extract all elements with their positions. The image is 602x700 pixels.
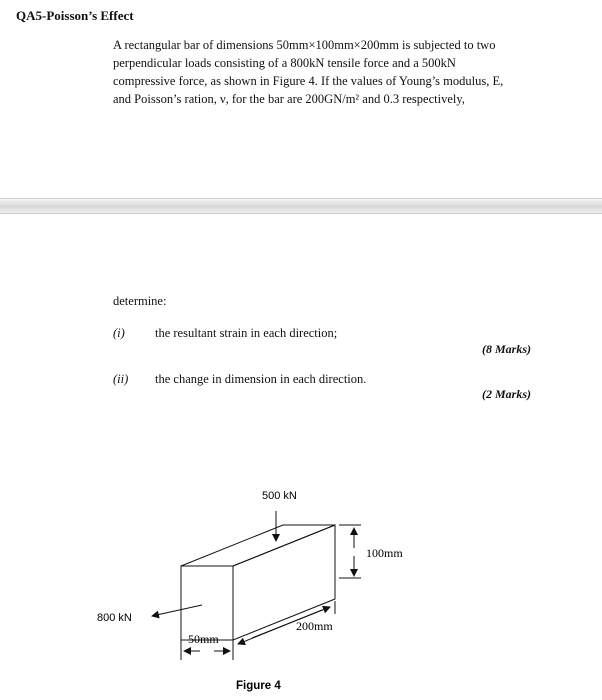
bar-top-face — [181, 525, 335, 566]
question-heading: QA5-Poisson’s Effect — [16, 8, 134, 23]
width-dim-label: 50mm — [188, 632, 219, 646]
page-divider — [0, 198, 602, 214]
problem-line-3: compressive force, as shown in Figure 4. If the values of Young’s modulus, E, — [113, 74, 504, 88]
question-2-number: (ii) — [113, 372, 129, 386]
tensile-load-arrow — [152, 605, 202, 616]
question-1-text: the resultant strain in each direction; — [155, 326, 338, 340]
question-2-marks: (2 Marks) — [482, 387, 532, 401]
side-load-label: 800 kN — [97, 612, 132, 624]
problem-line-1: A rectangular bar of dimensions 50mm×100mm×200mm is subjected to two — [113, 38, 496, 52]
length-dim-label: 200mm — [296, 619, 333, 633]
figure-caption: Figure 4 — [236, 680, 281, 692]
determine-label: determine: — [113, 294, 167, 308]
question-2-text: the change in dimension in each direction. — [155, 372, 367, 386]
question-1-marks: (8 Marks) — [482, 342, 532, 356]
top-load-label: 500 kN — [262, 490, 297, 502]
question-1-number: (i) — [113, 326, 125, 340]
height-dim-label: 100mm — [366, 546, 403, 560]
problem-statement — [113, 36, 553, 108]
bar-front-face — [181, 566, 233, 640]
problem-line-4: and Poisson’s ration, ν, for the bar are 200GN/m² and 0.3 respectively, — [113, 92, 465, 106]
figure-4-diagram — [0, 470, 602, 700]
problem-line-2: perpendicular loads consisting of a 800kN tensile force and a 500kN — [113, 56, 456, 70]
